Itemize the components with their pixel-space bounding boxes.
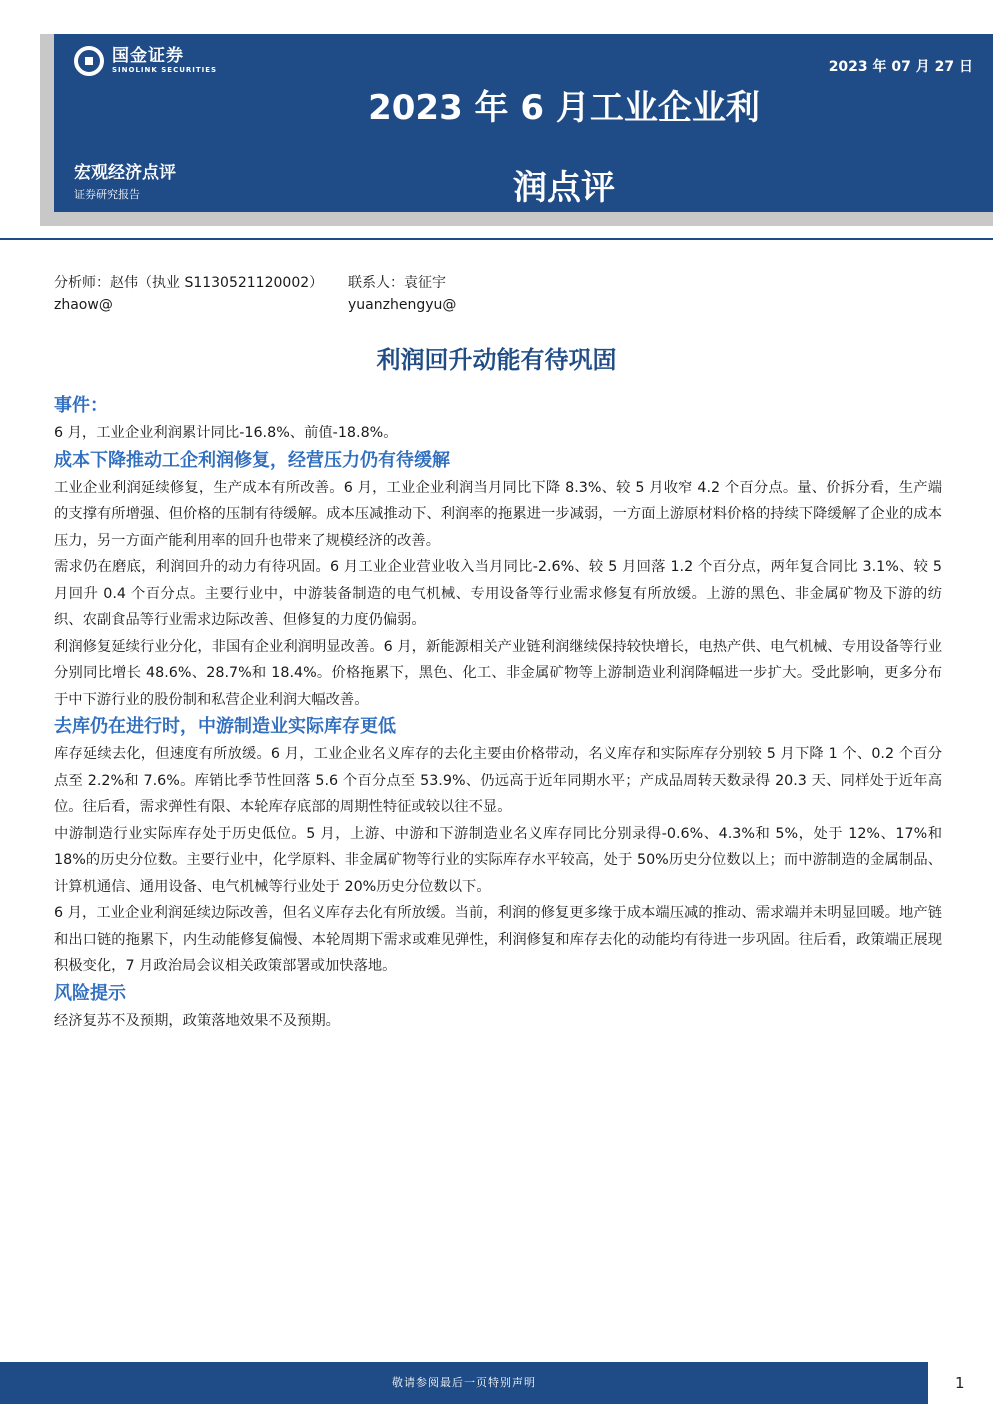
logo-icon [74,46,104,76]
section-event [54,392,942,447]
section-risk [54,980,942,1035]
section-heading: 成本下降推动工企利润修复，经营压力仍有待缓解 [54,449,450,471]
logo-name-cn: 国金证券 [112,46,184,66]
report-title-line-2: 润点评 [513,168,615,208]
footer-disclaimer: 敬请参阅最后一页特别声明 [392,1376,536,1389]
header-divider [0,238,993,240]
contact-email[interactable]: yuanzhengyu@ [348,297,457,313]
report-title-line-1: 2023 年 6 月工业企业利 [368,88,760,128]
footer-bar [0,1362,928,1404]
paragraph: 工业企业利润延续修复，生产成本有所改善。6 月，工业企业利润当月同比下降 8.3%、较 5 月收窄 4.2 个百分点。量、价拆分看，生产端的支撑有所增强、但价格的压制有待缓解。成本压减推动下、利润率的拖累进一步减弱，一方面上游原材料价格的持续下降缓解了企业的成本压力，另一方面产能利用率的回升也带来了规模经济的改善。 [54,479,942,549]
paragraph: 利润修复延续行业分化，非国有企业利润明显改善。6 月，新能源相关产业链利润继续保持较快增长，电热产供、电气机械、专用设备等行业分别同比增长 48.6%、28.7%和 18.4%。价格拖累下，黑色、化工、非金属矿物等上游制造业利润降幅进一步扩大。受此影响，更多分布于中下游行业的股份制和私营企业利润大幅改善。 [54,638,942,708]
analyst-name: 分析师：赵伟（执业 S1130521120002） [54,275,324,291]
paragraph: 库存延续去化，但速度有所放缓。6 月，工业企业名义库存的去化主要由价格带动，名义库存和实际库存分别较 5 月下降 1 个、0.2 个百分点至 2.2%和 7.6%。库销比季节性回落 5.6 个百分点至 53.9%、仍远高于近年同期水平；产成品周转天数录得 20.3 天、同样处于近年高位。往后看，需求弹性有限、本轮库存底部的周期性特征或较以往不显。 [54,746,942,815]
contact-info [348,272,456,316]
paragraph: 需求仍在磨底，利润回升的动力有待巩固。6 月工业企业营业收入当月同比-2.6%、较 5 月回落 1.2 个百分点，两年复合同比 3.1%、较 5 月回升 0.4 个百分点。主要行业中，中游装备制造的电气机械、专用设备等行业需求修复有所放缓。上游的黑色、非金属矿物及下游的纺织、农副食品等行业需求边际改善、但修复的力度仍偏弱。 [54,559,942,628]
section-heading: 风险提示 [54,982,126,1004]
paragraph: 6 月，工业企业利润累计同比-16.8%、前值-18.8%。 [54,425,398,441]
report-body [54,392,942,1034]
section-heading: 事件： [54,395,108,416]
section-heading: 去库仍在进行时，中游制造业实际库存更低 [54,716,396,737]
contact-name: 联系人：袁征宇 [348,275,446,291]
company-logo [74,46,217,76]
analyst-email[interactable]: zhaow@ [54,297,113,313]
report-type: 宏观经济点评 [74,163,176,183]
report-title [354,68,774,228]
report-date: 2023 年 07 月 27 日 [828,59,973,75]
section-inventory [54,713,942,980]
logo-name-en: SINOLINK SECURITIES [112,66,218,74]
analyst-info [54,272,323,316]
page-number: 1 [955,1374,965,1392]
paragraph: 中游制造行业实际库存处于历史低位。5 月，上游、中游和下游制造业名义库存同比分别录得-0.6%、4.3%和 5%，处于 12%、17%和 18%的历史分位数。主要行业中，化学原料、非金属矿物等行业的实际库存水平较高，处于 50%历史分位数以上；而中游制造的金属制品、计算机通信、通用设备、电气机械等行业处于 20%历史分位数以下。 [54,825,942,895]
paragraph: 6 月，工业企业利润延续边际改善，但名义库存去化有所放缓。当前，利润的修复更多缘于成本端压减的推动、需求端并未明显回暖。地产链和出口链的拖累下，内生动能修复偏慢、本轮周期下需求或难见弹性，利润修复和库存去化的动能均有待进一步巩固。往后看，政策端正展现积极变化，7 月政治局会议相关政策部署或加快落地。 [54,905,942,974]
report-headline: 利润回升动能有待巩固 [376,346,617,374]
paragraph: 经济复苏不及预期，政策落地效果不及预期。 [54,1012,340,1029]
report-subtype: 证券研究报告 [74,188,140,201]
section-profit [54,447,942,714]
header-banner [54,34,993,212]
